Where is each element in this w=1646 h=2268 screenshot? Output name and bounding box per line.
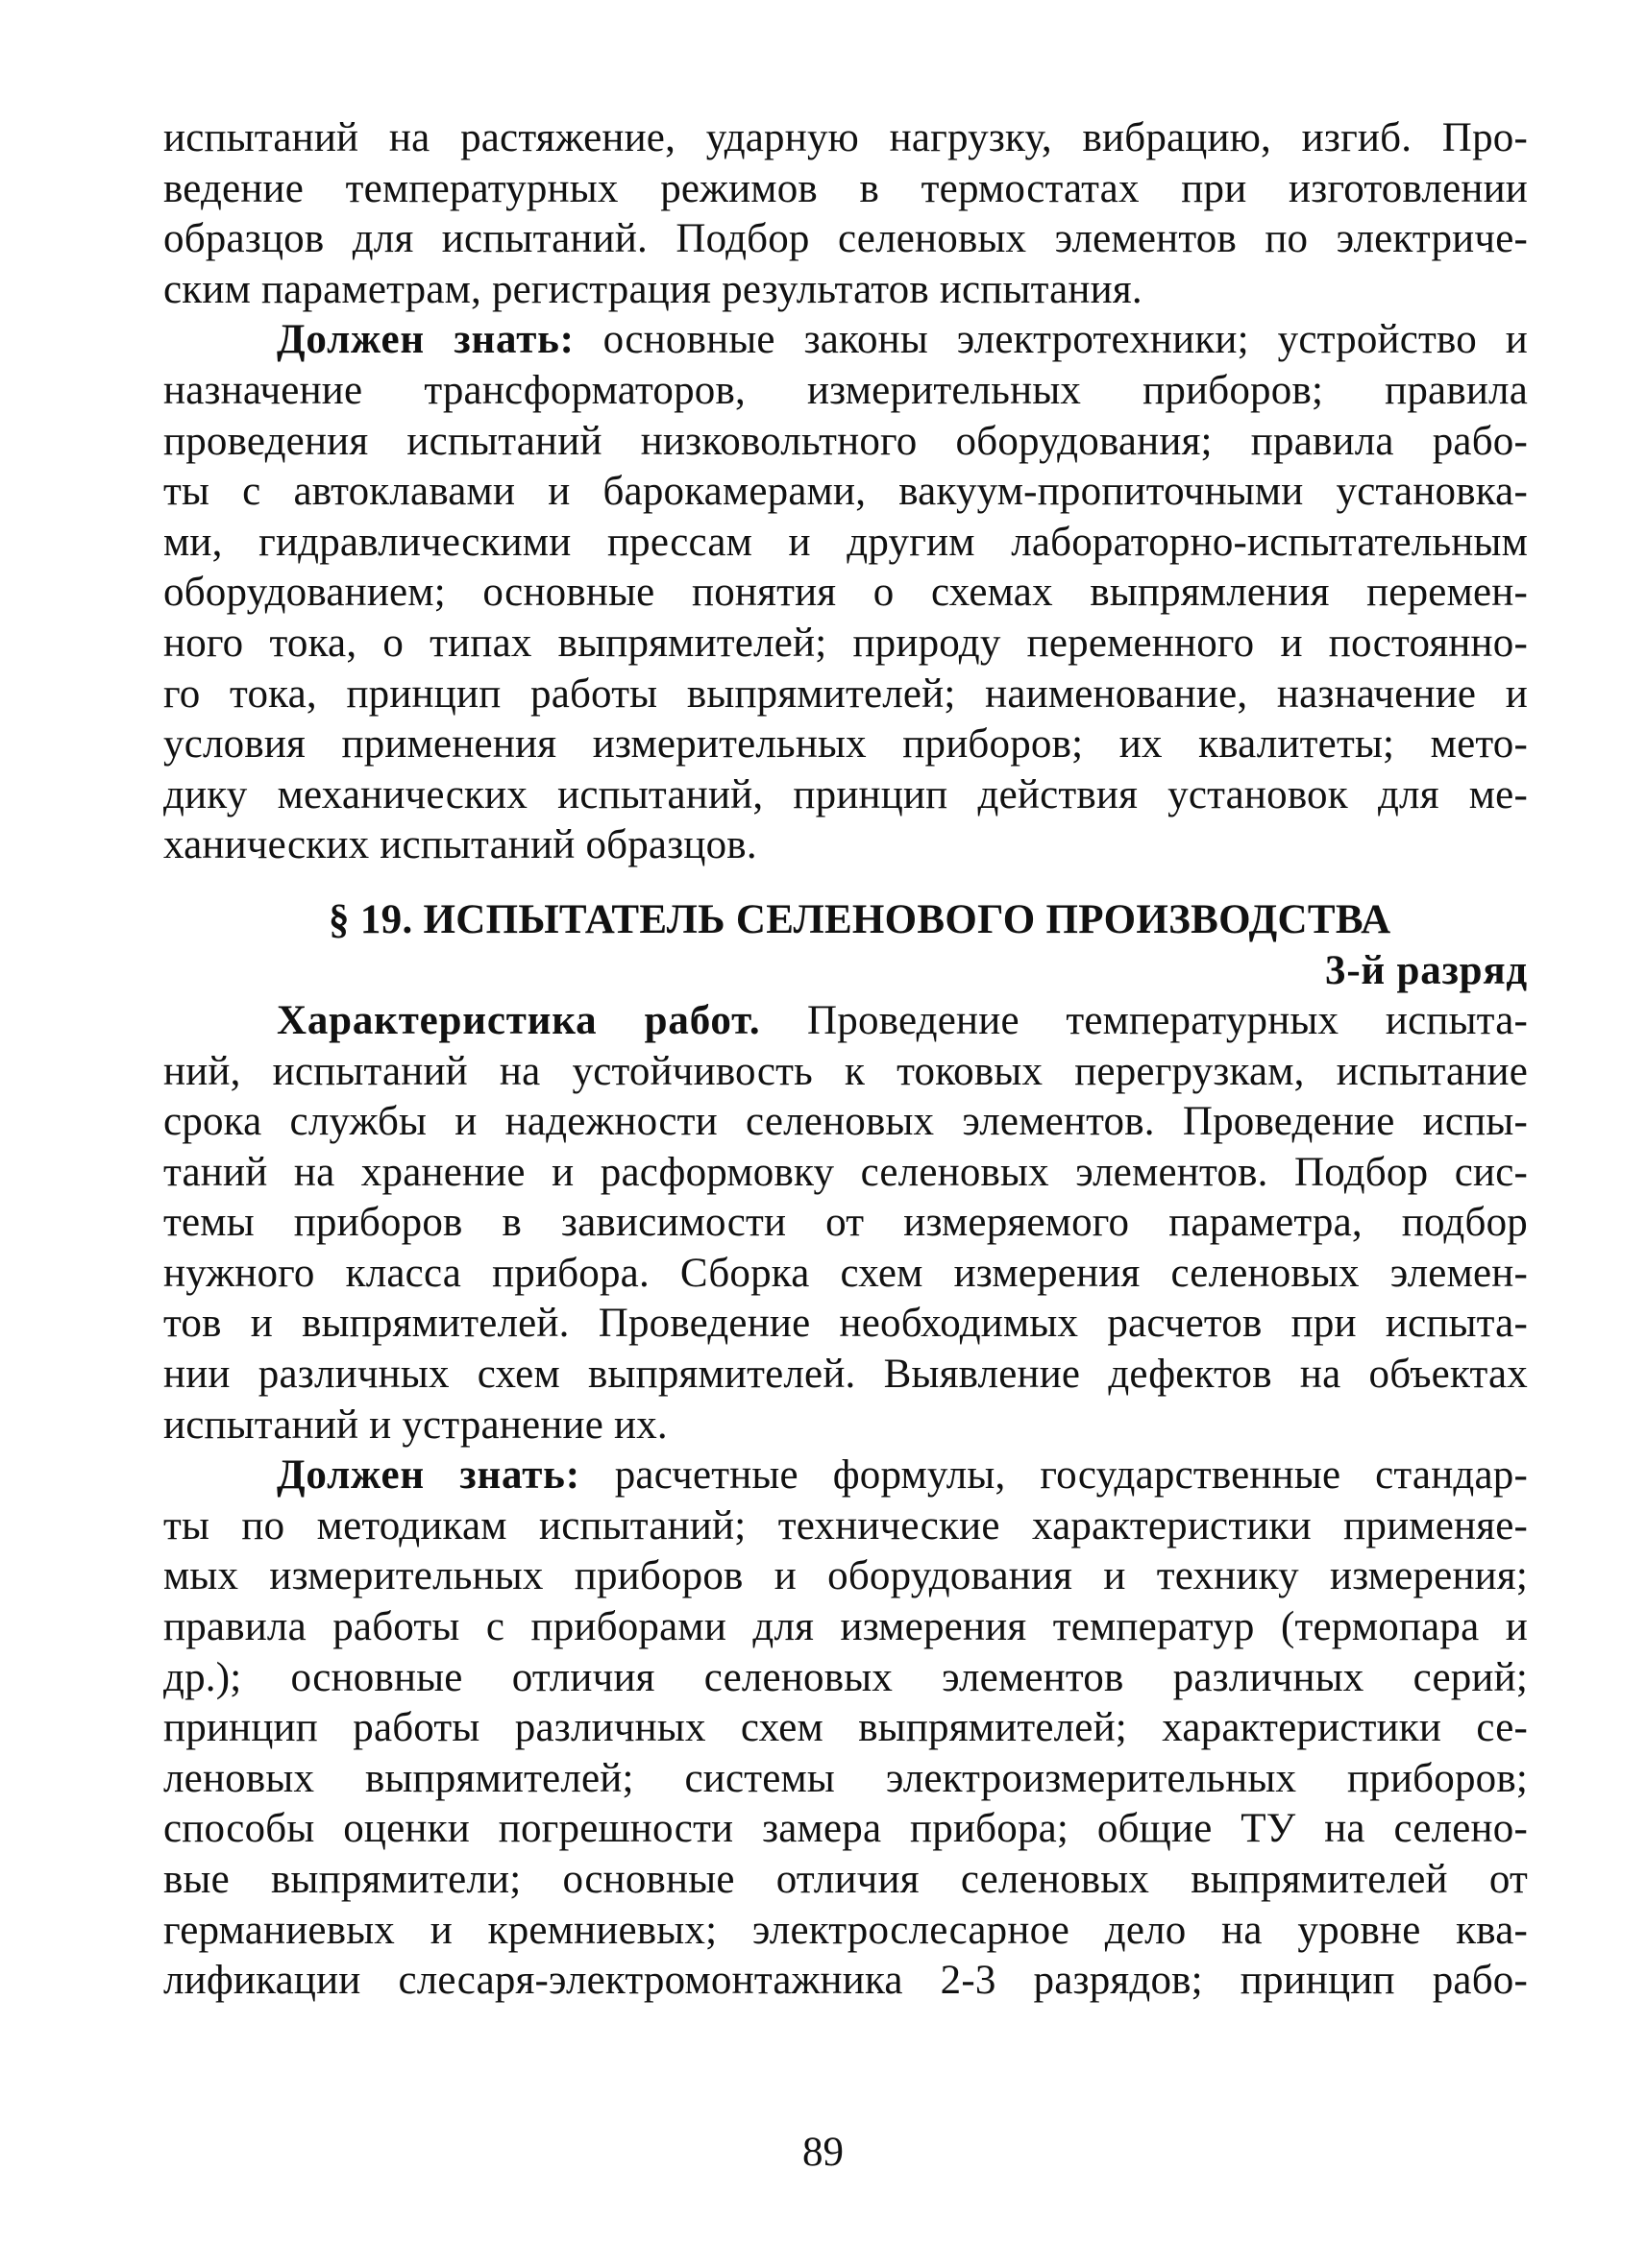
page-number: 89 — [802, 2130, 844, 2175]
page-body — [163, 113, 1528, 2007]
text-line — [163, 996, 1528, 1047]
text-run: Проведение температурных испыта- — [760, 997, 1528, 1043]
text-line: ного тока, о типах выпрямителей; природу переменного и постоянно- — [163, 620, 1528, 666]
text-line: дику механических испытаний, принцип действия установок для ме- — [163, 771, 1528, 817]
text-line: таний на хранение и расформовку селеновых элементов. Подбор сис- — [163, 1149, 1528, 1195]
text-line: нужного класса прибора. Сборка схем измерения селеновых элемен- — [163, 1250, 1528, 1296]
text-line — [163, 1451, 1528, 1501]
text-line: проведения испытаний низковольтного оборудования; правила рабо- — [163, 418, 1528, 464]
intro-paragraph — [163, 113, 1528, 315]
text-line: лификации слесаря-электромонтажника 2-3 разрядов; принцип рабо- — [163, 1958, 1528, 2004]
text-line: ты по методикам испытаний; технические характеристики применяе- — [163, 1502, 1528, 1549]
text-line: леновых выпрямителей; системы электроизмерительных приборов; — [163, 1755, 1528, 1801]
text-line: ханических испытаний образцов. — [163, 822, 757, 868]
text-line: образцов для испытаний. Подбор селеновых элементов по электриче- — [163, 216, 1528, 262]
text-line: германиевых и кремниевых; электрослесарное дело на уровне ква- — [163, 1907, 1528, 1953]
text-line — [163, 315, 1528, 366]
text-line: оборудованием; основные понятия о схемах выпрямления перемен- — [163, 570, 1528, 616]
knowledge-paragraph-2 — [163, 1451, 1528, 2007]
text-line: ний, испытаний на устойчивость к токовых перегрузкам, испытание — [163, 1048, 1528, 1094]
characteristics-label: Характеристика работ. — [277, 997, 761, 1043]
knowledge-paragraph-1 — [163, 315, 1528, 871]
text-line: способы оценки погрешности замера прибора; общие ТУ на селено- — [163, 1806, 1528, 1852]
text-line: испытаний и устранение их. — [163, 1402, 668, 1448]
text-line: условия применения измерительных приборов; их квалитеты; мето- — [163, 721, 1528, 768]
text-line: др.); основные отличия селеновых элементов различных серий; — [163, 1654, 1528, 1700]
text-line: тов и выпрямителей. Проведение необходимых расчетов при испыта- — [163, 1301, 1528, 1347]
text-line: правила работы с приборами для измерения температур (термопара и — [163, 1604, 1528, 1650]
text-line: ведение температурных режимов в термостатах при изготовлении — [163, 165, 1528, 211]
knowledge-label: Должен знать: — [277, 317, 575, 363]
text-line: ским параметрам, регистрация результатов испытания. — [163, 266, 1142, 312]
text-line: принцип работы различных схем выпрямителей; характеристики се- — [163, 1705, 1528, 1751]
text-line: мых измерительных приборов и оборудования и технику измерения; — [163, 1553, 1528, 1599]
characteristics-paragraph — [163, 996, 1528, 1451]
text-line: назначение трансформаторов, измерительных приборов; правила — [163, 367, 1528, 413]
text-line: вые выпрямители; основные отличия селеновых выпрямителей от — [163, 1857, 1528, 1902]
text-run: основные законы электротехники; устройство и — [574, 317, 1528, 363]
text-line: ты с автоклавами и барокамерами, вакуум-пропиточными установка- — [163, 469, 1528, 515]
text-line: нии различных схем выпрямителей. Выявление дефектов на объектах — [163, 1352, 1528, 1398]
text-line: го тока, принцип работы выпрямителей; наименование, назначение и — [163, 671, 1528, 717]
knowledge-label: Должен знать: — [277, 1452, 580, 1499]
text-run: расчетные формулы, государственные стандар- — [579, 1452, 1529, 1499]
text-line: испытаний на растяжение, ударную нагрузку, вибрацию, изгиб. Про- — [163, 115, 1528, 160]
text-line: ми, гидравлическими прессам и другим лабораторно-испытательным — [163, 519, 1528, 565]
section-title: § 19. ИСПЫТАТЕЛЬ СЕЛЕНОВОГО ПРОИЗВОДСТВА — [329, 896, 1391, 942]
text-line: темы приборов в зависимости от измеряемого параметра, подбор — [163, 1200, 1528, 1246]
rank-label: 3-й разряд — [1325, 947, 1528, 993]
text-line: срока службы и надежности селеновых элементов. Проведение испы- — [163, 1099, 1528, 1145]
